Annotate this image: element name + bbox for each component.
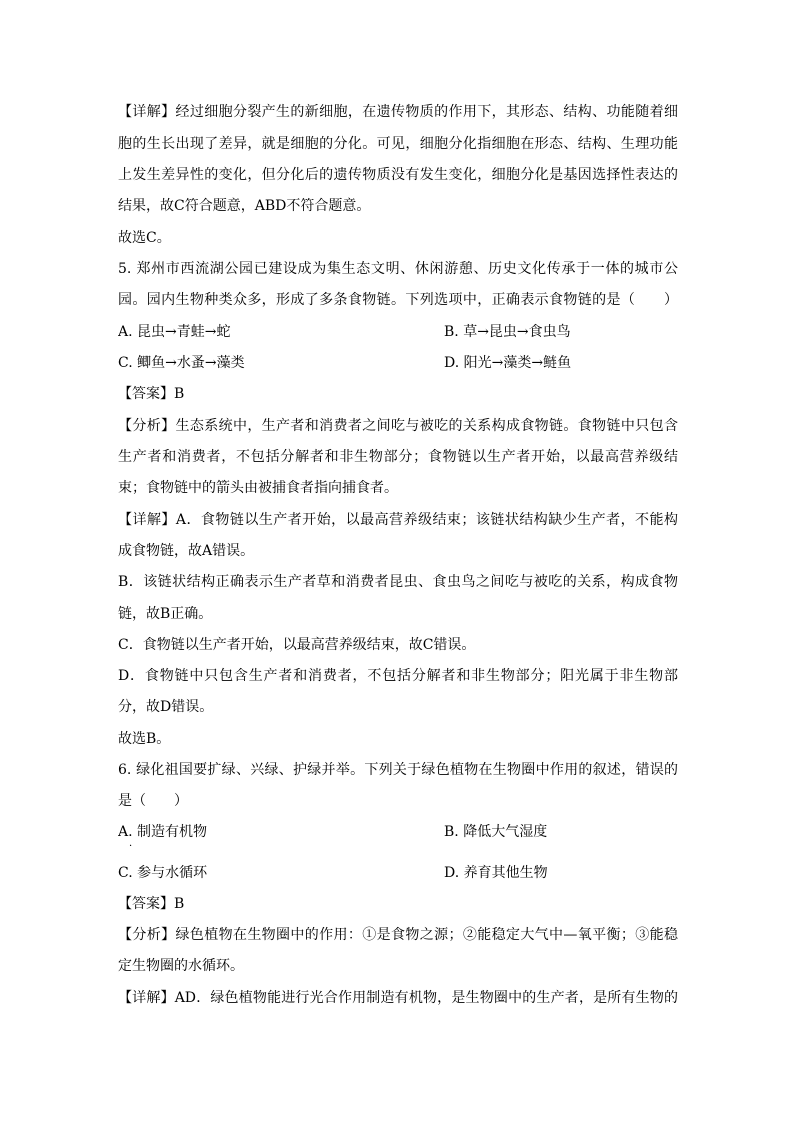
q6-answer: 【答案】B	[118, 896, 185, 912]
q6-option-b: B. 降低大气湿度	[444, 824, 548, 840]
q5-option-a: A. 昆虫→青蛙→蛇	[118, 324, 231, 340]
q5-detail-line-4: 链，故B正确。	[118, 606, 213, 622]
q6-option-a: A. 制造有机物	[118, 824, 208, 840]
q5-analysis-line-3: 束；食物链中的箭头由被捕食者指向捕食者。	[118, 480, 398, 496]
q6-option-d: D. 养育其他生物	[444, 865, 548, 881]
q6-analysis-line-2: 定生物圈的水循环。	[118, 958, 244, 974]
q5-detail-line-5: C．食物链以生产者开始，以最高营养级结束，故C错误。	[118, 637, 476, 653]
q5-detail-line-7: 分，故D错误。	[118, 699, 214, 715]
q5-option-c: C. 鲫鱼→水蚤→藻类	[118, 355, 245, 371]
q5-answer-choice: 故选B。	[118, 731, 171, 747]
q5-answer: 【答案】B	[118, 386, 185, 402]
detail-paragraph-line-2: 胞的生长出现了差异，就是细胞的分化。可见，细胞分化指细胞在形态、结构、生理功能	[118, 136, 678, 152]
q5-option-d: D. 阳光→藻类→鲢鱼	[444, 355, 572, 371]
question-6-stem-line-1: 6. 绿化祖国要扩绿、兴绿、护绿并举。下列关于绿色植物在生物圈中作用的叙述，错误的	[118, 762, 678, 778]
question-5-stem-line-1: 5. 郑州市西流湖公园已建设成为集生态文明、休闲游憩、历史文化传承于一体的城市公	[118, 261, 678, 277]
q5-option-b: B. 草→昆虫→食虫鸟	[444, 324, 571, 340]
answer-choice-line: 故选C。	[118, 230, 171, 246]
q5-detail-line-3: B．该链状结构正确表示生产者草和消费者昆虫、食虫鸟之间吃与被吃的关系，构成食物	[118, 574, 678, 590]
q6-detail-line-1: 【详解】AD．绿色植物能进行光合作用制造有机物，是生物圈中的生产者，是所有生物的	[118, 990, 678, 1006]
detail-paragraph-line-4: 结果，故C符合题意，ABD不符合题意。	[118, 198, 371, 214]
q5-analysis-line-1: 【分析】生态系统中，生产者和消费者之间吃与被吃的关系构成食物链。食物链中只包含	[118, 418, 678, 434]
q5-detail-line-6: D．食物链中只包含生产者和消费者，不包括分解者和非生物部分；阳光属于非生物部	[118, 668, 678, 684]
detail-paragraph-line-3: 上发生差异性的变化，但分化后的遗传物质没有发生变化，细胞分化是基因选择性表达的	[118, 167, 678, 183]
q5-analysis-line-2: 生产者和消费者，不包括分解者和非生物部分；食物链以生产者开始，以最高营养级结	[118, 449, 678, 465]
stray-dot-mark: ·	[129, 841, 133, 852]
question-5-stem-line-2: 园。园内生物种类众多，形成了多条食物链。下列选项中，正确表示食物链的是（ ）	[118, 292, 678, 308]
q6-analysis-line-1: 【分析】绿色植物在生物圈中的作用：①是食物之源；②能稳定大气中—氧平衡；③能稳	[118, 927, 678, 943]
question-6-stem-line-2: 是（ ）	[118, 793, 188, 809]
q6-option-c: C. 参与水循环	[118, 865, 208, 881]
q5-detail-line-2: 成食物链，故A错误。	[118, 543, 255, 559]
q5-detail-line-1: 【详解】A．食物链以生产者开始，以最高营养级结束；该链状结构缺少生产者，不能构	[118, 512, 678, 528]
detail-paragraph-line-1: 【详解】经过细胞分裂产生的新细胞，在遗传物质的作用下，其形态、结构、功能随着细	[118, 104, 678, 120]
